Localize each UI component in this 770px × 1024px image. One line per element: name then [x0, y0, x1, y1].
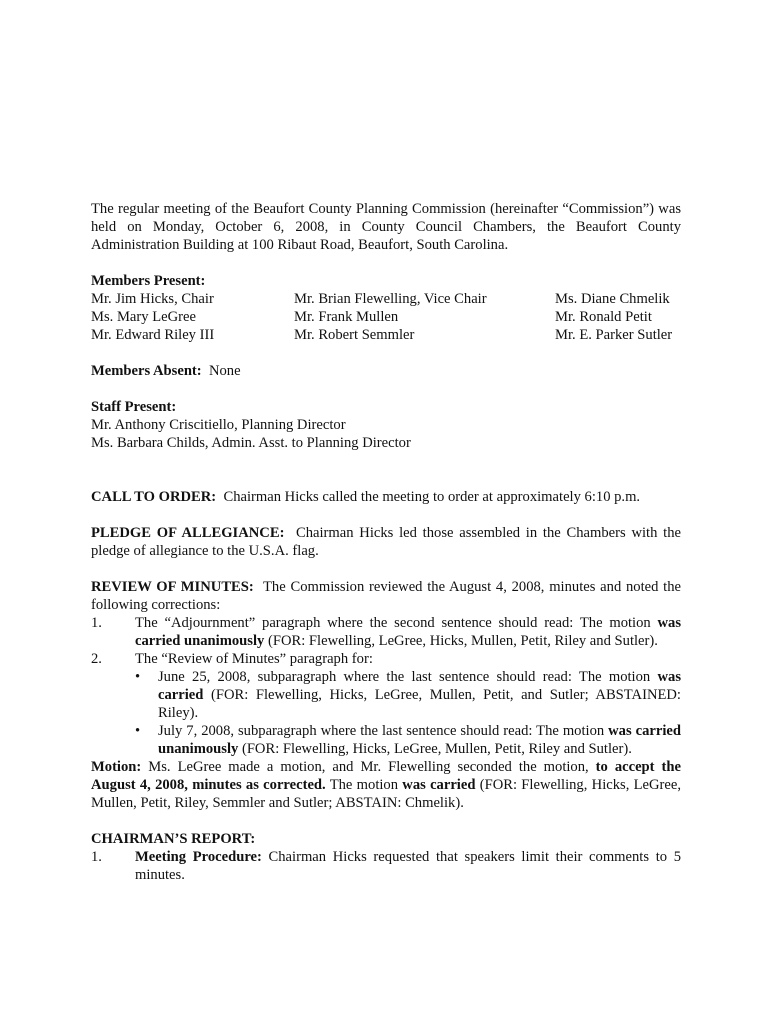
pledge-heading: PLEDGE OF ALLEGIANCE:	[91, 525, 285, 541]
review-item-1	[91, 614, 681, 650]
bullet-icon: •	[135, 669, 141, 685]
staff-member: Mr. Anthony Criscitiello, Planning Director	[91, 417, 346, 433]
member-name: Ms. Diane Chmelik	[555, 291, 670, 307]
item-text: The “Review of Minutes” paragraph for:	[135, 651, 373, 667]
item-number: 2.	[91, 651, 102, 667]
member-name: Mr. Ronald Petit	[555, 309, 652, 325]
member-name: Mr. Jim Hicks, Chair	[91, 291, 214, 307]
bullet-icon: •	[135, 723, 141, 739]
call-to-order	[91, 488, 681, 506]
call-to-order-heading: CALL TO ORDER:	[91, 489, 217, 505]
motion-label: Motion:	[91, 759, 142, 775]
bullet-text: June 25, 2008, subparagraph where the last sentence should read: The motion was carried (FOR: Flewelling, Hicks, LeGree, Mullen, Petit, and Sutler; ABSTAINED: Riley).	[158, 669, 681, 721]
member-name: Mr. Brian Flewelling, Vice Chair	[294, 291, 487, 307]
intro-paragraph: The regular meeting of the Beaufort County Planning Commission (hereinafter “Commission”) was held on Monday, October 6, 2008, in County Council Chambers, the Beaufort County Administration Building at 100 Ribaut Road, Beaufort, South Carolina.	[91, 201, 681, 253]
review-item-2	[91, 650, 681, 668]
members-present-heading: Members Present:	[91, 273, 206, 289]
item-text: The “Adjournment” paragraph where the second sentence should read: The motion was carried unanimously (FOR: Flewelling, LeGree, Hicks, Mullen, Petit, Riley and Sutler).	[135, 615, 681, 649]
item-number: 1.	[91, 849, 102, 865]
member-name: Mr. E. Parker Sutler	[555, 327, 673, 343]
chairmans-report-heading: CHAIRMAN’S REPORT:	[91, 831, 256, 847]
staff-present-heading: Staff Present:	[91, 399, 177, 415]
call-to-order-text: Chairman Hicks called the meeting to order at approximately 6:10 p.m.	[223, 489, 641, 505]
members-column-2	[294, 290, 555, 344]
member-name: Mr. Frank Mullen	[294, 309, 399, 325]
review-heading: REVIEW OF MINUTES:	[91, 579, 254, 595]
item-text: Meeting Procedure: Chairman Hicks requested that speakers limit their comments to 5 minutes.	[135, 849, 681, 883]
review-text: The Commission reviewed the August 4, 2008, minutes and noted the following corrections:	[91, 579, 681, 613]
review-bullet-1	[135, 668, 681, 722]
members-absent-heading: Members Absent:	[91, 363, 202, 379]
member-name: Ms. Mary LeGree	[91, 309, 196, 325]
members-absent	[91, 362, 681, 380]
minutes-document	[91, 200, 681, 884]
staff-member: Ms. Barbara Childs, Admin. Asst. to Planning Director	[91, 435, 411, 451]
members-column-1	[91, 290, 294, 344]
pledge-text: Chairman Hicks led those assembled in the Chambers with the pledge of allegiance to the U.S.A. flag.	[91, 525, 681, 559]
member-name: Mr. Robert Semmler	[294, 327, 415, 343]
review-paragraph	[91, 578, 681, 614]
members-present-list	[91, 290, 681, 344]
motion-paragraph: Motion: Ms. LeGree made a motion, and Mr. Flewelling seconded the motion, to accept the August 4, 2008, minutes as corrected. The motion was carried (FOR: Flewelling, Hicks, LeGree, Mullen, Petit, Riley, Semmler and Sutler; ABSTAIN: Chmelik).	[91, 759, 682, 811]
chairman-item-1	[91, 848, 681, 884]
review-bullet-2	[135, 722, 681, 758]
pledge-paragraph	[91, 524, 681, 560]
bullet-text: July 7, 2008, subparagraph where the last sentence should read: The motion was carried unanimously (FOR: Flewelling, Hicks, LeGree, Mullen, Petit, Riley and Sutler).	[158, 723, 681, 757]
member-name: Mr. Edward Riley III	[91, 327, 215, 343]
members-column-3	[555, 290, 681, 344]
item-number: 1.	[91, 615, 102, 631]
members-absent-value: None	[208, 363, 241, 379]
